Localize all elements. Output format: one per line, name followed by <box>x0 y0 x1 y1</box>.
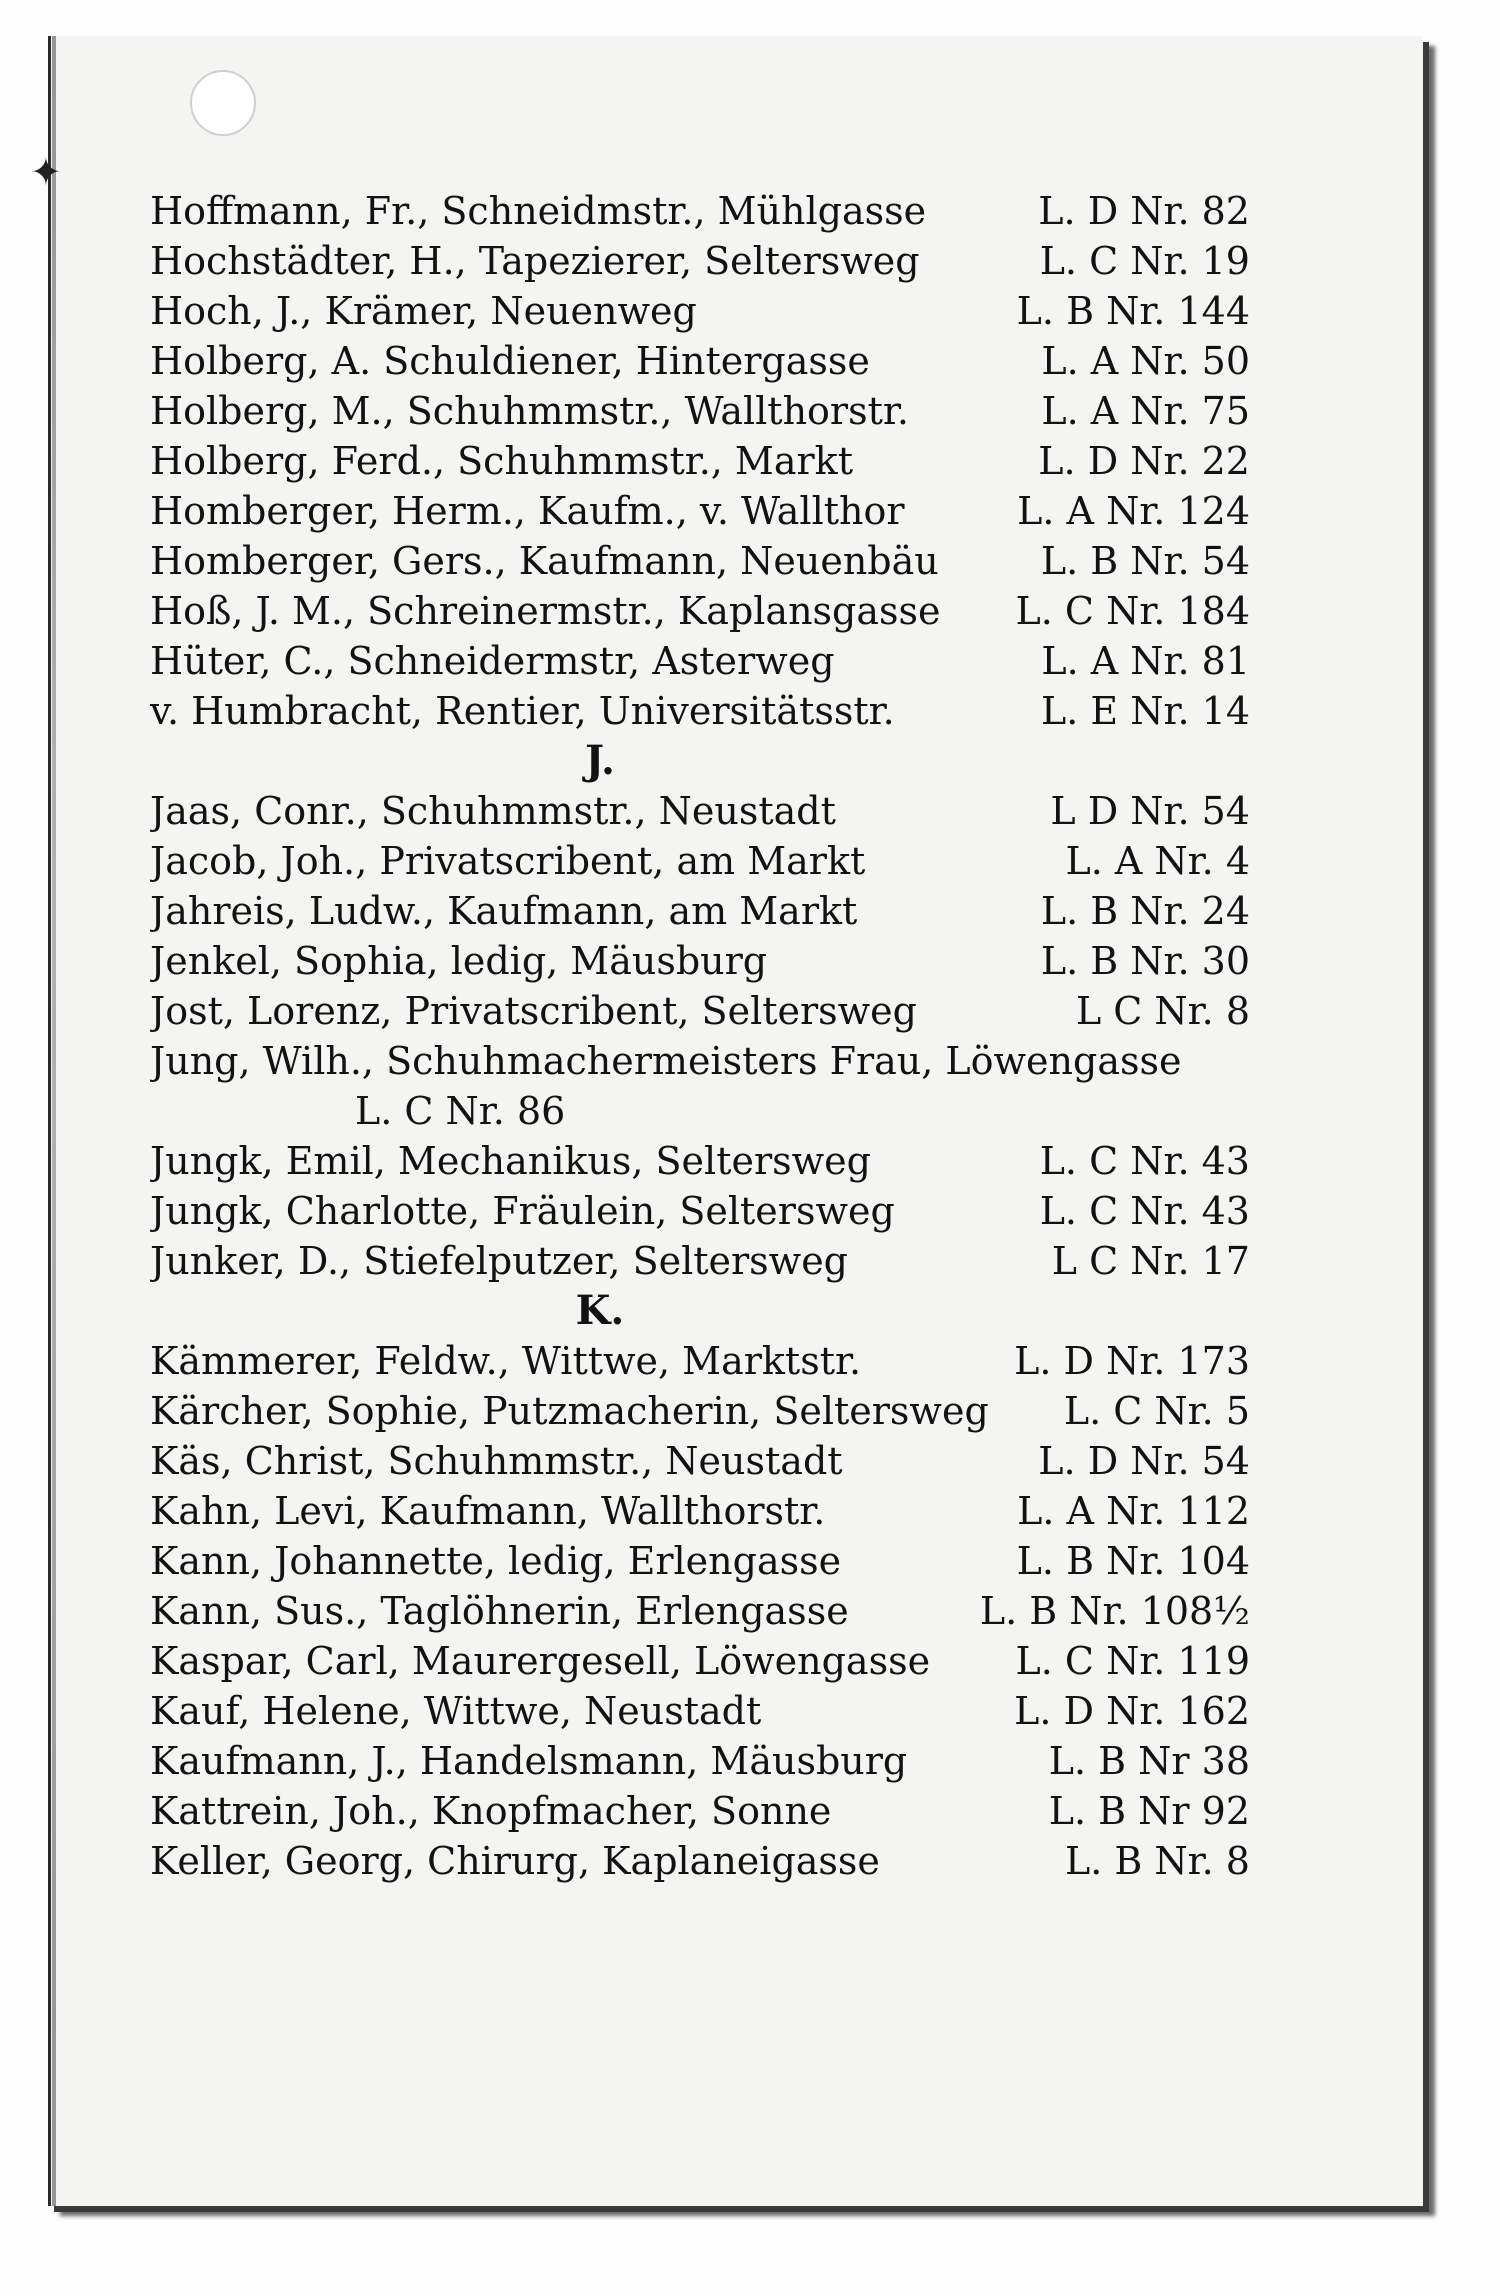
entry-house-number: L. B Nr. 104 <box>1016 1539 1250 1583</box>
directory-entry <box>150 1136 1250 1186</box>
entry-house-number: L. A Nr. 112 <box>1017 1489 1250 1533</box>
entry-house-number: L. B Nr 38 <box>1048 1739 1250 1783</box>
entry-list-c <box>150 1136 1250 1286</box>
entry-name-occupation-street: Holberg, M., Schuhmmstr., Wallthorstr. <box>150 389 909 433</box>
entry-name-occupation-street: Kann, Sus., Taglöhnerin, Erlengasse <box>150 1589 849 1633</box>
directory-entry <box>150 1236 1250 1286</box>
directory-entry <box>150 786 1250 836</box>
directory-entry <box>150 286 1250 336</box>
entry-house-number: L. A Nr. 50 <box>1041 339 1250 383</box>
entry-house-number: L C Nr. 8 <box>1075 989 1250 1033</box>
section-heading-j: J. <box>585 737 615 784</box>
entry-house-number: L. B Nr 92 <box>1048 1789 1250 1833</box>
star-mark-icon: ✦ <box>30 150 62 194</box>
entry-name-occupation-street: Jahreis, Ludw., Kaufmann, am Markt <box>150 889 858 933</box>
entry-house-number: L. C Nr. 43 <box>1039 1139 1250 1183</box>
entry-house-number: L D Nr. 54 <box>1050 789 1250 833</box>
entry-name-occupation-street: Jung, Wilh., Schuhmachermeisters Frau, Löwengasse <box>150 1039 1182 1083</box>
entry-house-number: L. D Nr. 82 <box>1038 189 1250 233</box>
entry-name-occupation-street: Kattrein, Joh., Knopfmacher, Sonne <box>150 1789 832 1833</box>
entry-name-occupation-street: Holberg, Ferd., Schuhmmstr., Markt <box>150 439 853 483</box>
entry-name-occupation-street: Hoch, J., Krämer, Neuenweg <box>150 289 697 333</box>
entry-name-occupation-street: Käs, Christ, Schuhmmstr., Neustadt <box>150 1439 843 1483</box>
directory-entry <box>150 1736 1250 1786</box>
entry-list-b <box>150 786 1250 1086</box>
entry-name-occupation-street: Junker, D., Stiefelputzer, Seltersweg <box>150 1239 849 1283</box>
directory-entry <box>150 1536 1250 1586</box>
directory-entry <box>150 436 1250 486</box>
entry-house-number <box>1238 1036 1250 1086</box>
directory-entry <box>150 1036 1250 1086</box>
entry-name-occupation-street: Kaspar, Carl, Maurergesell, Löwengasse <box>150 1639 931 1683</box>
entry-name-occupation-street: Jaas, Conr., Schuhmmstr., Neustadt <box>150 789 836 833</box>
entry-name-occupation-street: Hüter, C., Schneidermstr, Asterweg <box>150 639 835 683</box>
directory-entry <box>150 1436 1250 1486</box>
entry-name-occupation-street: Kahn, Levi, Kaufmann, Wallthorstr. <box>150 1489 826 1533</box>
directory-entry <box>150 1486 1250 1536</box>
entry-name-occupation-street: Hoffmann, Fr., Schneidmstr., Mühlgasse <box>150 189 927 233</box>
entry-name-occupation-street: Homberger, Herm., Kaufm., v. Wallthor <box>150 489 905 533</box>
entry-house-number: L. C Nr. 184 <box>1015 589 1250 633</box>
entry-name-occupation-street: Jacob, Joh., Privatscribent, am Markt <box>150 839 866 883</box>
entry-house-number: L. C Nr. 19 <box>1039 239 1250 283</box>
punch-hole <box>190 70 256 136</box>
entry-name-occupation-street: Jost, Lorenz, Privatscribent, Seltersweg <box>150 989 917 1033</box>
directory-entry <box>150 1836 1250 1886</box>
entry-house-number: L. C Nr. 5 <box>1063 1389 1250 1433</box>
section-heading-k: K. <box>575 1287 625 1334</box>
entry-house-number: L. A Nr. 4 <box>1065 839 1250 883</box>
directory-listing <box>150 186 1250 1886</box>
entry-house-number: L. C Nr. 119 <box>1015 1639 1250 1683</box>
directory-entry <box>150 636 1250 686</box>
entry-name-occupation-street: Homberger, Gers., Kaufmann, Neuenbäu <box>150 539 939 583</box>
entry-house-number: L. D Nr. 162 <box>1014 1689 1250 1733</box>
entry-name-occupation-street: Hoß, J. M., Schreinermstr., Kaplansgasse <box>150 589 941 633</box>
directory-entry <box>150 936 1250 986</box>
entry-name-occupation-street: Kämmerer, Feldw., Wittwe, Marktstr. <box>150 1339 862 1383</box>
directory-entry <box>150 386 1250 436</box>
directory-entry <box>150 1636 1250 1686</box>
directory-entry <box>150 236 1250 286</box>
directory-entry <box>150 336 1250 386</box>
entry-house-number: L. A Nr. 124 <box>1017 489 1250 533</box>
directory-entry <box>150 1336 1250 1386</box>
directory-entry <box>150 986 1250 1036</box>
entry-house-number: L. B Nr. 108½ <box>979 1589 1250 1633</box>
entry-continuation: L. C Nr. 86 <box>355 1089 566 1133</box>
entry-list-d <box>150 1336 1250 1886</box>
entry-house-number: L. E Nr. 14 <box>1041 689 1250 733</box>
directory-entry <box>150 1186 1250 1236</box>
directory-entry <box>150 186 1250 236</box>
section-h-entries <box>150 186 1250 736</box>
entry-house-number: L. B Nr. 54 <box>1040 539 1250 583</box>
directory-entry <box>150 1586 1250 1636</box>
entry-name-occupation-street: Kärcher, Sophie, Putzmacherin, Seltersweg <box>150 1389 989 1433</box>
entry-house-number: L. B Nr. 24 <box>1040 889 1250 933</box>
entry-house-number: L. D Nr. 22 <box>1038 439 1250 483</box>
entry-name-occupation-street: Holberg, A. Schuldiener, Hintergasse <box>150 339 870 383</box>
entry-house-number: L. A Nr. 81 <box>1041 639 1250 683</box>
entry-list-a <box>150 186 1250 736</box>
directory-entry <box>150 1386 1250 1436</box>
entry-house-number: L C Nr. 17 <box>1051 1239 1250 1283</box>
binding-crease <box>52 36 56 2206</box>
directory-entry <box>150 1686 1250 1736</box>
entry-name-occupation-street: Keller, Georg, Chirurg, Kaplaneigasse <box>150 1839 880 1883</box>
entry-name-occupation-street: Kauf, Helene, Wittwe, Neustadt <box>150 1689 762 1733</box>
entry-house-number: L. B Nr. 8 <box>1065 1839 1250 1883</box>
entry-house-number: L. B Nr. 144 <box>1016 289 1250 333</box>
entry-house-number: L. A Nr. 75 <box>1041 389 1250 433</box>
entry-name-occupation-street: Jungk, Emil, Mechanikus, Seltersweg <box>150 1139 871 1183</box>
directory-entry <box>150 486 1250 536</box>
entry-name-occupation-street: Kaufmann, J., Handelsmann, Mäusburg <box>150 1739 908 1783</box>
entry-name-occupation-street: v. Humbracht, Rentier, Universitätsstr. <box>150 689 895 733</box>
entry-name-occupation-street: Jenkel, Sophia, ledig, Mäusburg <box>150 939 768 983</box>
entry-house-number: L. B Nr. 30 <box>1040 939 1250 983</box>
directory-entry <box>150 586 1250 636</box>
directory-entry <box>150 886 1250 936</box>
directory-entry <box>150 1786 1250 1836</box>
directory-entry <box>150 836 1250 886</box>
entry-name-occupation-street: Kann, Johannette, ledig, Erlengasse <box>150 1539 842 1583</box>
entry-name-occupation-street: Jungk, Charlotte, Fräulein, Seltersweg <box>150 1189 895 1233</box>
entry-house-number: L. D Nr. 173 <box>1014 1339 1250 1383</box>
entry-name-occupation-street: Hochstädter, H., Tapezierer, Seltersweg <box>150 239 920 283</box>
entry-house-number: L. C Nr. 43 <box>1039 1189 1250 1233</box>
directory-entry <box>150 686 1250 736</box>
entry-house-number: L. D Nr. 54 <box>1038 1439 1250 1483</box>
directory-entry <box>150 536 1250 586</box>
